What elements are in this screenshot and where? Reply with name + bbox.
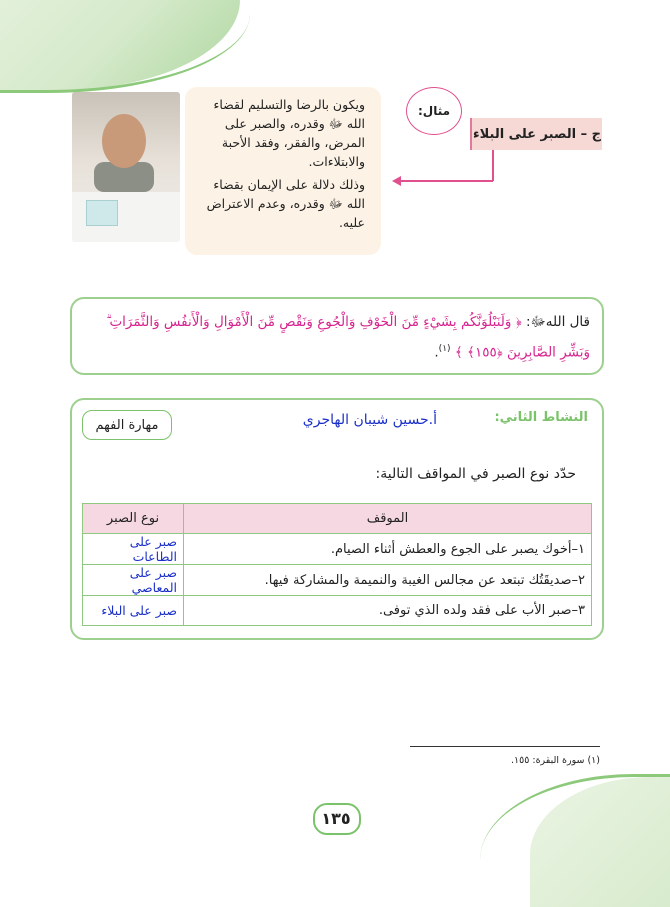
situation-cell: ٣–صبر الأب على فقد ولده الذي توفى. xyxy=(184,596,592,626)
footnote: (١) سورة البقرة: ١٥٥. xyxy=(511,755,600,766)
teacher-name: أ.حسين شيبان الهاجري xyxy=(302,412,437,428)
sick-man-photo xyxy=(72,92,180,242)
explanation-note xyxy=(185,87,381,255)
activity-label: النشاط الثاني: xyxy=(494,410,588,425)
column-header-type: نوع الصبر xyxy=(83,504,184,534)
arrow-left-icon xyxy=(392,176,401,186)
table-row xyxy=(83,596,592,626)
answer-cell[interactable]: صبر على الطاعات xyxy=(83,534,184,565)
decorative-swoosh-bottom xyxy=(480,774,670,897)
situation-cell: ١–أخوك يصبر على الجوع والعطش أثناء الصيام. xyxy=(184,534,592,565)
example-label: مثال: xyxy=(406,87,462,135)
page-number-badge xyxy=(313,803,359,833)
note-paragraph-1: ويكون بالرضا والتسليم لقضاء الله ﷻ وقدره، والصبر على المرض، والفقر، وفقد الأحبة والابتلاءات. xyxy=(213,97,365,169)
section-heading: ج – الصبر على البلاء xyxy=(470,118,602,150)
decorative-swoosh-top xyxy=(0,0,250,93)
patience-types-table xyxy=(82,503,592,626)
answer-cell[interactable]: صبر على البلاء xyxy=(83,596,184,626)
connector-line-horizontal xyxy=(400,180,493,182)
quote-text: قال اللهﷻ: ﴿ وَلَنَبْلُوَنَّكُم بِشَيْءٍ مِّنَ الْخَوْفِ وَالْجُوعِ وَنَقْصٍ مِّنَ الْأَمْوَالِ وَالْأَنفُسِ وَالثَّمَرَاتِ ۗ وَبَشِّرِ الصَّابِرِينَ ﴿١٥٥﴾ ﴾ $^{(١)}$. xyxy=(106,314,590,361)
activity-box xyxy=(70,398,604,640)
page-number: ١٣٥ xyxy=(321,808,351,828)
photo-head xyxy=(102,114,146,168)
footnote-divider xyxy=(410,746,600,747)
table-header-row xyxy=(83,504,592,534)
table-row xyxy=(83,534,592,565)
answer-cell[interactable]: صبر على المعاصي xyxy=(83,565,184,596)
connector-line-vertical xyxy=(492,150,494,181)
situation-cell: ٢–صديقَتُك تبتعد عن مجالس الغيبة والنميمة والمشاركة فيها. xyxy=(184,565,592,596)
quote-prefix: قال اللهﷻ: xyxy=(525,314,590,330)
skill-badge: مهارة الفهم xyxy=(82,410,172,440)
note-paragraph-2: وذلك دلالة على الإيمان بقضاء الله ﷻ وقدره، وعدم الاعتراض عليه. xyxy=(206,177,365,230)
quran-verse: ﴿ وَلَنَبْلُوَنَّكُم بِشَيْءٍ مِّنَ الْخَوْفِ وَالْجُوعِ وَنَقْصٍ مِّنَ الْأَمْوَالِ وَالْأَنفُسِ وَالثَّمَرَاتِ ۗ وَبَشِّرِ الصَّابِرِينَ ﴿١٥٥﴾ ﴾ xyxy=(106,314,590,361)
quran-quote-box xyxy=(70,297,604,375)
column-header-situation: الموقف xyxy=(184,504,592,534)
footnote-reference: (١) xyxy=(438,344,451,354)
page-number-frame xyxy=(313,803,361,835)
tissue-box xyxy=(86,200,118,226)
activity-instruction: حدّد نوع الصبر في المواقف التالية: xyxy=(375,466,576,482)
table-row xyxy=(83,565,592,596)
